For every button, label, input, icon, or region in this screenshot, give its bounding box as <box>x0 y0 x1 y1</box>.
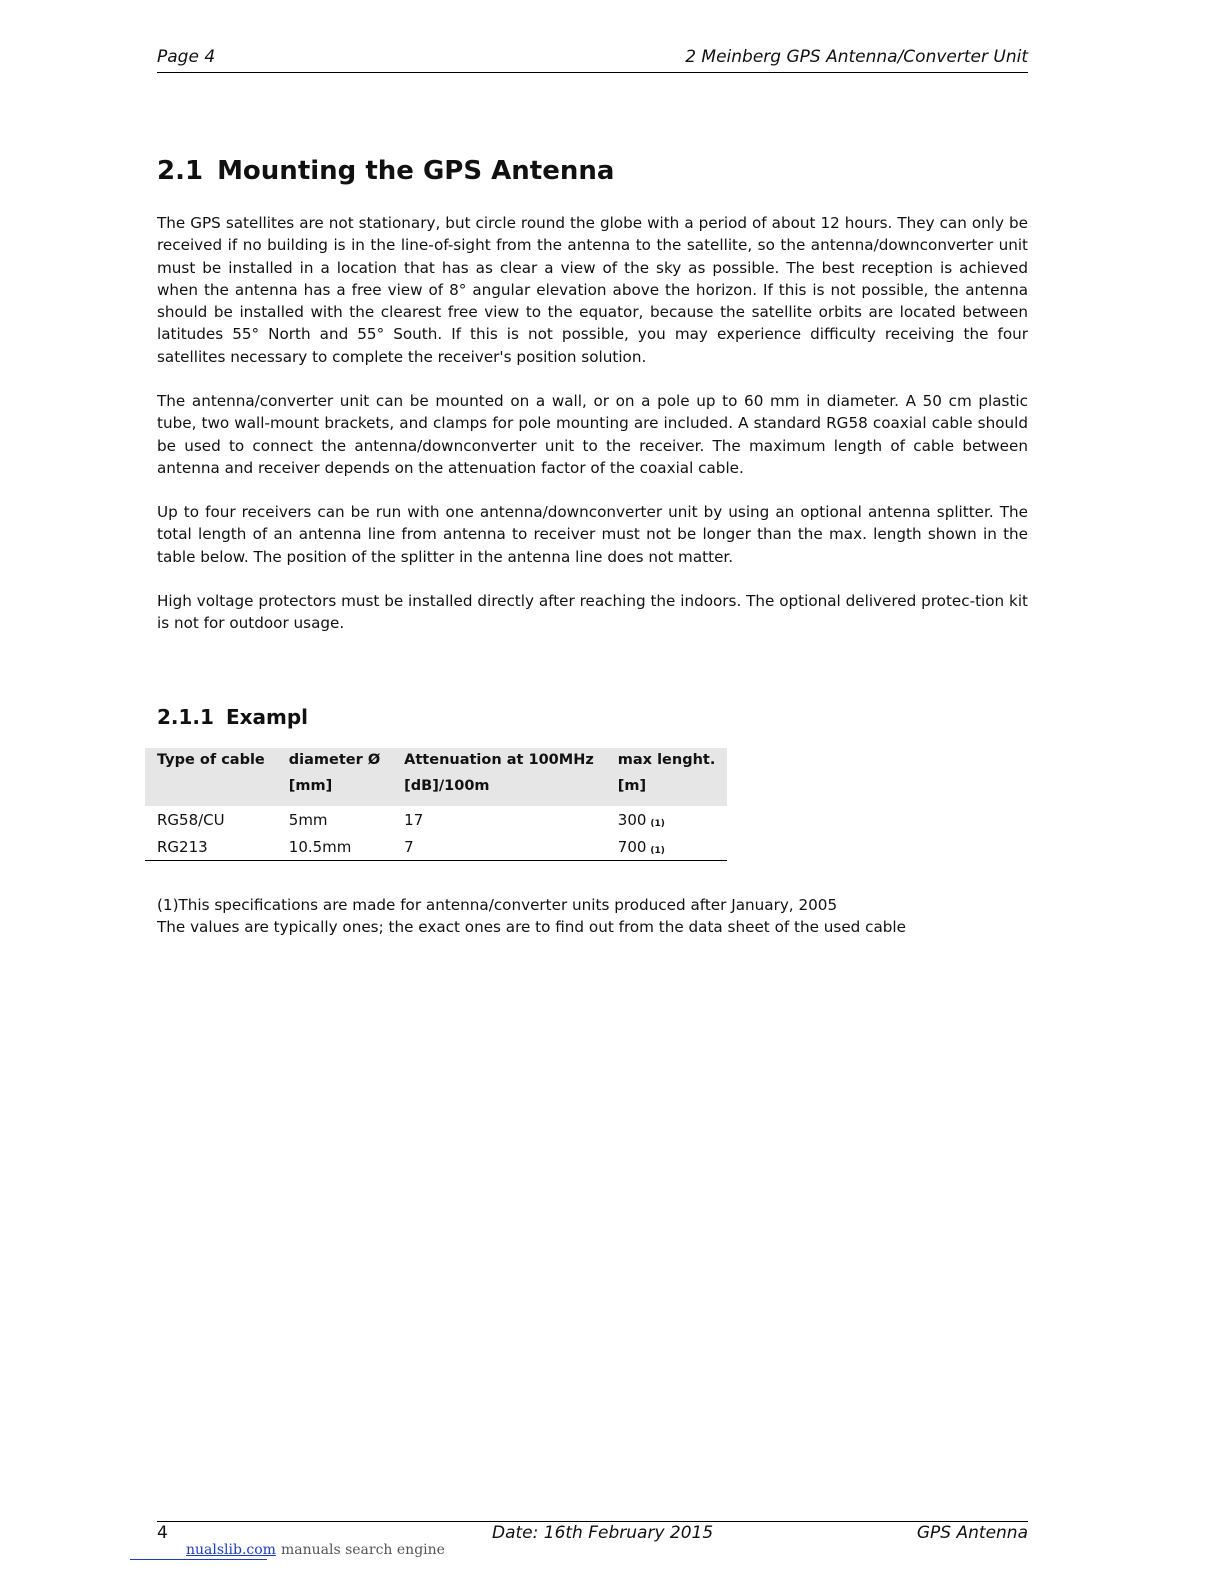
subsection-title: Exampl <box>225 705 309 729</box>
column-unit-max-length: [m] <box>617 778 647 794</box>
footnote-typical-values: The values are typically ones; the exact ones are to find out from the data sheet of the used cable <box>157 918 906 936</box>
paragraph-protectors: High voltage protectors must be installed directly after reaching the indoors. The optional delivered protec-tion kit is not for outdoor usage. <box>157 592 1028 633</box>
header-page-label: Page 4 <box>157 47 216 67</box>
section-heading <box>157 156 614 186</box>
column-header-diameter: diameter Ø <box>288 752 381 768</box>
column-unit-diameter: [mm] <box>288 778 333 794</box>
subsection-heading <box>157 705 308 729</box>
footnote-specification: (1)This specifications are made for antenna/converter units produced after January, 2005 <box>157 896 838 914</box>
column-header-attenuation: Attenuation at 100MHz <box>404 752 594 768</box>
cell-diameter: 5mm <box>288 810 328 829</box>
cell-type: RG58/CU <box>157 810 225 829</box>
section-number: 2.1 <box>157 156 204 186</box>
footnote-marker: (1) <box>650 818 665 829</box>
page-header <box>157 47 1028 73</box>
footnote-marker: (1) <box>650 845 665 856</box>
column-unit-attenuation: [dB]/100m <box>404 778 490 794</box>
table-row <box>145 806 727 833</box>
cell-diameter: 10.5mm <box>277 833 392 861</box>
watermark-underline <box>130 1559 267 1560</box>
cell-max-length <box>606 833 728 861</box>
cell-attenuation: 17 <box>404 810 424 829</box>
footer-product: GPS Antenna <box>916 1523 1028 1543</box>
footer-page-number: 4 <box>157 1523 168 1543</box>
section-title: Mounting the GPS Antenna <box>217 156 615 186</box>
cable-table <box>145 748 727 861</box>
table-header-units-row <box>145 776 727 806</box>
column-header-max-length: max lenght. <box>617 752 716 768</box>
paragraph-mounting: The antenna/converter unit can be mounted on a wall, or on a pole up to 60 mm in diameter. A 50 cm plastic tube, two wall-mount brackets, and clamps for pole mounting are included. A standard RG58 coaxial cable should be used to connect the antenna/downconverter unit to the receiver. The maximum length of cable between antenna and receiver depends on the attenuation factor of the coaxial cable. <box>157 392 1028 477</box>
cell-max-length <box>606 806 728 833</box>
footnotes <box>157 894 906 938</box>
cable-table-container <box>145 748 716 861</box>
table-row <box>145 833 727 861</box>
header-chapter-title: 2 Meinberg GPS Antenna/Converter Unit <box>685 47 1028 67</box>
subsection-number: 2.1.1 <box>157 705 214 729</box>
column-header-type: Type of cable <box>157 752 265 768</box>
watermark <box>186 1542 445 1558</box>
paragraph-splitter: Up to four receivers can be run with one antenna/downconverter unit by using an optional antenna splitter. The total length of an antenna line from antenna to receiver must not be longer than the max. length shown in the table below. The position of the splitter in the antenna line does not matter. <box>157 503 1028 566</box>
max-length-value: 300 <box>617 810 647 829</box>
cell-type: RG213 <box>145 833 277 861</box>
paragraph-satellites: The GPS satellites are not stationary, but circle round the globe with a period of about 12 hours. They can only be received if no building is in the line-of-sight from the antenna to the satellite, so the antenna/downconverter unit must be installed in a location that has as clear a view of the sky as possible. The best reception is achieved when the antenna has a free view of 8° angular elevation above the horizon. If this is not possible, the antenna should be installed with the clearest free view to the equator, because the satellite orbits are located between latitudes 55° North and 55° South. If this is not possible, you may experience difficulty receiving the four satellites necessary to complete the receiver's position solution. <box>157 214 1028 366</box>
watermark-link[interactable]: nualslib.com <box>186 1542 276 1558</box>
footer-date: Date: 16th February 2015 <box>492 1523 714 1543</box>
table-header-row <box>145 748 727 776</box>
watermark-text: manuals search engine <box>280 1542 445 1558</box>
cell-attenuation: 7 <box>392 833 606 861</box>
max-length-value: 700 <box>617 837 647 856</box>
column-unit-type <box>145 776 277 806</box>
